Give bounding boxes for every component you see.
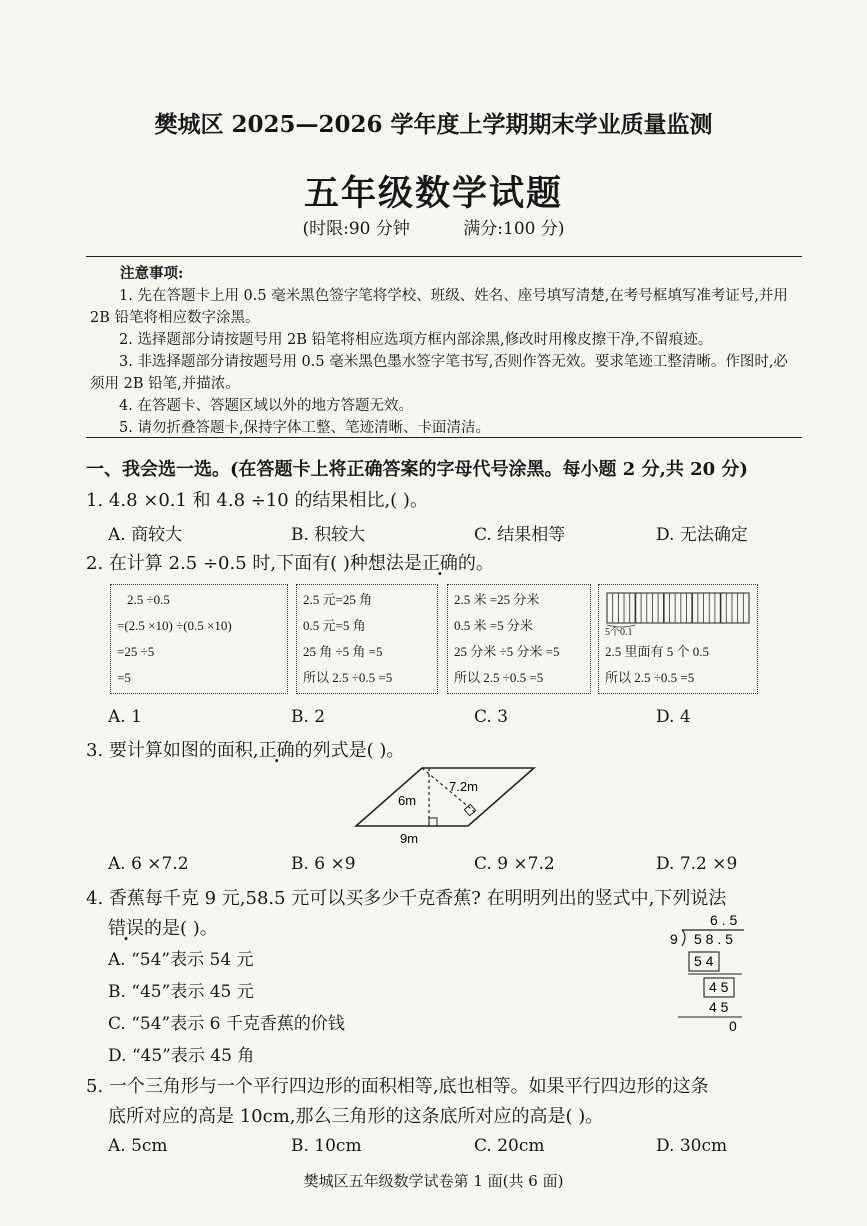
notice-heading: 注意事项:: [120, 265, 184, 282]
question-2-stem-text: 2. 在计算 2.5 ÷0.5 时,下面有( )种想法是: [86, 553, 422, 574]
option-c: C. 9 ×7.2: [474, 854, 555, 874]
notice-item: 4. 在答题卡、答题区域以外的地方答题无效。: [119, 398, 413, 414]
division-step-2: 4 5: [709, 979, 729, 995]
box-line: 0.5 元=5 角: [303, 618, 366, 633]
division-bracket: [682, 930, 685, 946]
option-c: C. 3: [474, 707, 509, 727]
strip-outline: [607, 593, 749, 623]
box-line: =5: [117, 670, 131, 685]
question-3-options: [108, 854, 808, 880]
notice-item: 1. 先在答题卡上用 0.5 毫米黑色签字笔将学校、班级、姓名、座号填写清楚,在考号框填写准考证号,并用 2B 铅笔将相应数字涂黑。: [90, 288, 788, 326]
question-3-stem-end: 的列式是( )。: [294, 740, 405, 761]
method-box-3: [447, 584, 591, 694]
option-d: D. 7.2 ×9: [656, 854, 738, 874]
question-1-stem: 1. 4.8 ×0.1 和 4.8 ÷10 的结果相比,( )。: [86, 490, 428, 511]
height-label: 6m: [398, 793, 417, 808]
divider-bottom: [86, 437, 802, 438]
box-line: 所以 2.5 ÷0.5 =5: [605, 670, 695, 685]
question-4-option-c: C. “54”表示 6 千克香蕉的价钱: [108, 1014, 345, 1034]
division-dividend: 5 8 . 5: [694, 931, 733, 947]
method-box-4: [598, 584, 758, 694]
box-line: =(2.5 ×10) ÷(0.5 ×10): [117, 618, 232, 633]
option-a: A. 商较大: [108, 525, 183, 545]
option-b: B. 10cm: [291, 1136, 362, 1156]
question-2-stem: [86, 549, 806, 579]
box-line: 2.5 元=25 角: [303, 592, 373, 607]
division-step-1: 5 4: [694, 953, 714, 969]
notice-block: [90, 263, 800, 439]
option-b: B. 2: [291, 707, 326, 727]
option-a: A. 5cm: [108, 1136, 168, 1156]
question-4-option-a: A. “54”表示 54 元: [108, 950, 254, 970]
emphasis-text: 错误: [108, 918, 144, 939]
exam-subject-title: 五年级数学试题: [303, 173, 563, 214]
question-5-line-2: 底所对应的高是 10cm,那么三角形的这条底所对应的高是( )。: [108, 1106, 604, 1127]
box-line: 所以 2.5 ÷0.5 =5: [454, 670, 544, 685]
option-a: A. 1: [108, 707, 142, 727]
section-1-heading: 一、我会选一选。(在答题卡上将正确答案的字母代号涂黑。每小题 2 分,共 20 分): [86, 459, 748, 480]
page-footer: 樊城区五年级数学试卷第 1 面(共 6 面): [303, 1172, 564, 1190]
box-line: 25 分米 ÷5 分米 =5: [454, 644, 560, 659]
exam-meta: [0, 214, 867, 239]
question-5-options: [108, 1136, 808, 1162]
box-line: 25 角 ÷5 角 =5: [303, 644, 383, 659]
division-step-3: 4 5: [709, 999, 729, 1015]
box-line: 2.5 米 =25 分米: [454, 592, 540, 607]
division-divisor: 9: [670, 931, 678, 947]
option-d: D. 30cm: [656, 1136, 728, 1156]
question-2-stem-end: 的。: [457, 553, 494, 574]
long-division-figure: [664, 912, 754, 1036]
parallelogram-shape: [356, 768, 534, 826]
notice-item: 3. 非选择题部分请按题号用 0.5 毫米黑色墨水签字笔书写,否则作答无效。要求笔迹工整清晰。作图时,必须用 2B 铅笔,并描浓。: [90, 354, 788, 392]
emphasis-correct: [422, 553, 458, 574]
slant-label: 7.2m: [449, 779, 478, 794]
divider-top: [86, 256, 802, 257]
question-3-stem-text: 3. 要计算如图的面积,: [86, 740, 259, 761]
method-box-1: [110, 584, 288, 694]
box-line: 2.5 ÷0.5: [127, 592, 170, 607]
box-line: 0.5 米 =5 分米: [454, 618, 533, 633]
time-limit: (时限:90 分钟: [302, 219, 410, 239]
option-c: C. 20cm: [474, 1136, 545, 1156]
base-label: 9m: [400, 831, 419, 846]
question-4-option-b: B. “45”表示 45 元: [108, 982, 254, 1002]
parallelogram-figure: [350, 764, 540, 846]
option-c: C. 结果相等: [474, 525, 566, 545]
full-score: 满分:100 分): [463, 219, 565, 239]
option-d: D. 无法确定: [656, 525, 748, 545]
question-5-line-1: 5. 一个三角形与一个平行四边形的面积相等,底也相等。如果平行四边形的这条: [86, 1076, 709, 1097]
question-4-option-d: D. “45”表示 45 角: [108, 1046, 255, 1066]
question-3-stem: [86, 736, 806, 766]
box-line: 2.5 里面有 5 个 0.5: [605, 644, 710, 659]
box-line: =25 ÷5: [117, 644, 155, 659]
right-angle-mark-2: [464, 804, 475, 815]
option-a: A. 6 ×7.2: [108, 854, 189, 874]
exam-header-title: 樊城区 2025—2026 学年度上学期期末学业质量监测: [154, 111, 713, 138]
division-remainder: 0: [729, 1018, 737, 1034]
emphasis-text: 正确: [421, 553, 458, 574]
box-line: 所以 2.5 ÷0.5 =5: [303, 670, 393, 685]
option-b: B. 6 ×9: [291, 854, 356, 874]
notice-item: 2. 选择题部分请按题号用 2B 铅笔将相应选项方框内部涂黑,修改时用橡皮擦干净,不留痕迹。: [119, 332, 713, 348]
grid-strip-figure: [605, 589, 751, 629]
right-angle-mark: [429, 818, 437, 826]
question-4-stem-end: 的是( )。: [144, 918, 218, 939]
notice-item: 5. 请勿折叠答题卡,保持字体工整、笔迹清晰、卡面清洁。: [119, 420, 491, 436]
option-d: D. 4: [656, 707, 691, 727]
question-1-options: [108, 520, 808, 546]
division-quotient: 6 . 5: [710, 912, 738, 928]
emphasis-text: 正确: [258, 740, 295, 761]
question-4-line-1: 4. 香蕉每千克 9 元,58.5 元可以买多少千克香蕉? 在明明列出的竖式中,下列说法: [86, 888, 727, 909]
option-b: B. 积较大: [291, 525, 366, 545]
question-2-options: [108, 707, 808, 733]
strip-caption: 5个0.1: [605, 627, 633, 638]
method-box-2: [296, 584, 438, 694]
